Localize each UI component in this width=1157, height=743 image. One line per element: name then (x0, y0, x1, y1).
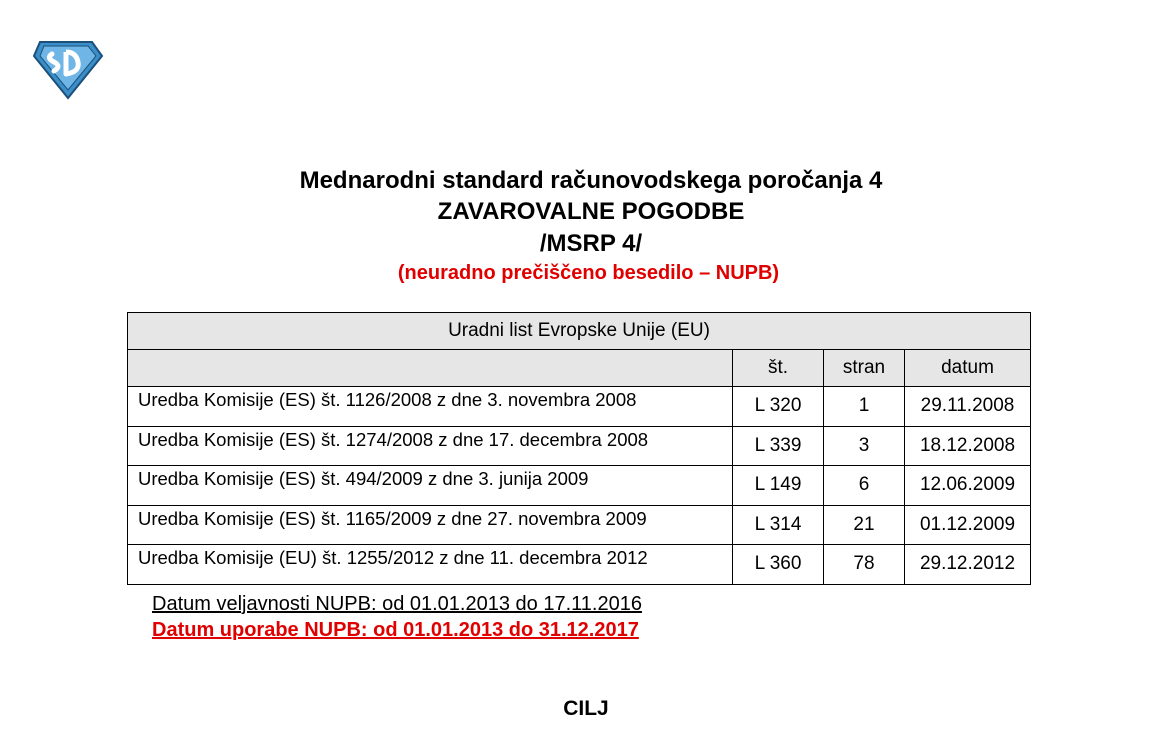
table-row (128, 466, 1031, 506)
date-cell: 29.12.2012 (905, 545, 1031, 585)
number-cell: L 339 (733, 426, 824, 466)
date-cell: 01.12.2009 (905, 505, 1031, 545)
diamond-logo-icon (30, 38, 106, 102)
table-row (128, 545, 1031, 585)
page-cell: 3 (824, 426, 905, 466)
number-cell: L 149 (733, 466, 824, 506)
regulation-cell: Uredba Komisije (ES) št. 1274/2008 z dne 17. decembra 2008 (128, 426, 733, 466)
table-row (128, 426, 1031, 466)
regulation-cell: Uredba Komisije (ES) št. 1165/2009 z dne 27. novembra 2009 (128, 505, 733, 545)
number-cell: L 320 (733, 387, 824, 427)
table-row (128, 505, 1031, 545)
title-line-1: Mednarodni standard računovodskega poročanja 4 (299, 167, 883, 194)
usage-date: Datum uporabe NUPB: od 01.01.2013 do 31.12.2017 (152, 619, 639, 641)
table-caption: Uradni list Evropske Unije (EU) (128, 313, 1031, 350)
number-cell: L 314 (733, 505, 824, 545)
date-cell: 29.11.2008 (905, 387, 1031, 427)
page-cell: 78 (824, 545, 905, 585)
header-regulation (128, 350, 733, 387)
validity-date: Datum veljavnosti NUPB: od 01.01.2013 do 17.11.2016 (152, 593, 642, 615)
title-line-4: (neuradno prečiščeno besedilo – NUPB) (397, 262, 780, 284)
regulation-cell: Uredba Komisije (ES) št. 1126/2008 z dne 3. novembra 2008 (128, 387, 733, 427)
table-row (128, 387, 1031, 427)
date-cell: 12.06.2009 (905, 466, 1031, 506)
number-cell: L 360 (733, 545, 824, 585)
header-page: stran (824, 350, 905, 387)
official-journal-table (127, 312, 1031, 585)
header-number: št. (733, 350, 824, 387)
page-cell: 21 (824, 505, 905, 545)
section-heading: CILJ (563, 697, 609, 720)
title-line-2: ZAVAROVALNE POGODBE (437, 198, 745, 225)
date-cell: 18.12.2008 (905, 426, 1031, 466)
regulation-cell: Uredba Komisije (ES) št. 494/2009 z dne 3. junija 2009 (128, 466, 733, 506)
header-date: datum (905, 350, 1031, 387)
title-line-3: /MSRP 4/ (539, 230, 643, 257)
regulation-cell: Uredba Komisije (EU) št. 1255/2012 z dne 11. decembra 2012 (128, 545, 733, 585)
page-cell: 1 (824, 387, 905, 427)
page-cell: 6 (824, 466, 905, 506)
